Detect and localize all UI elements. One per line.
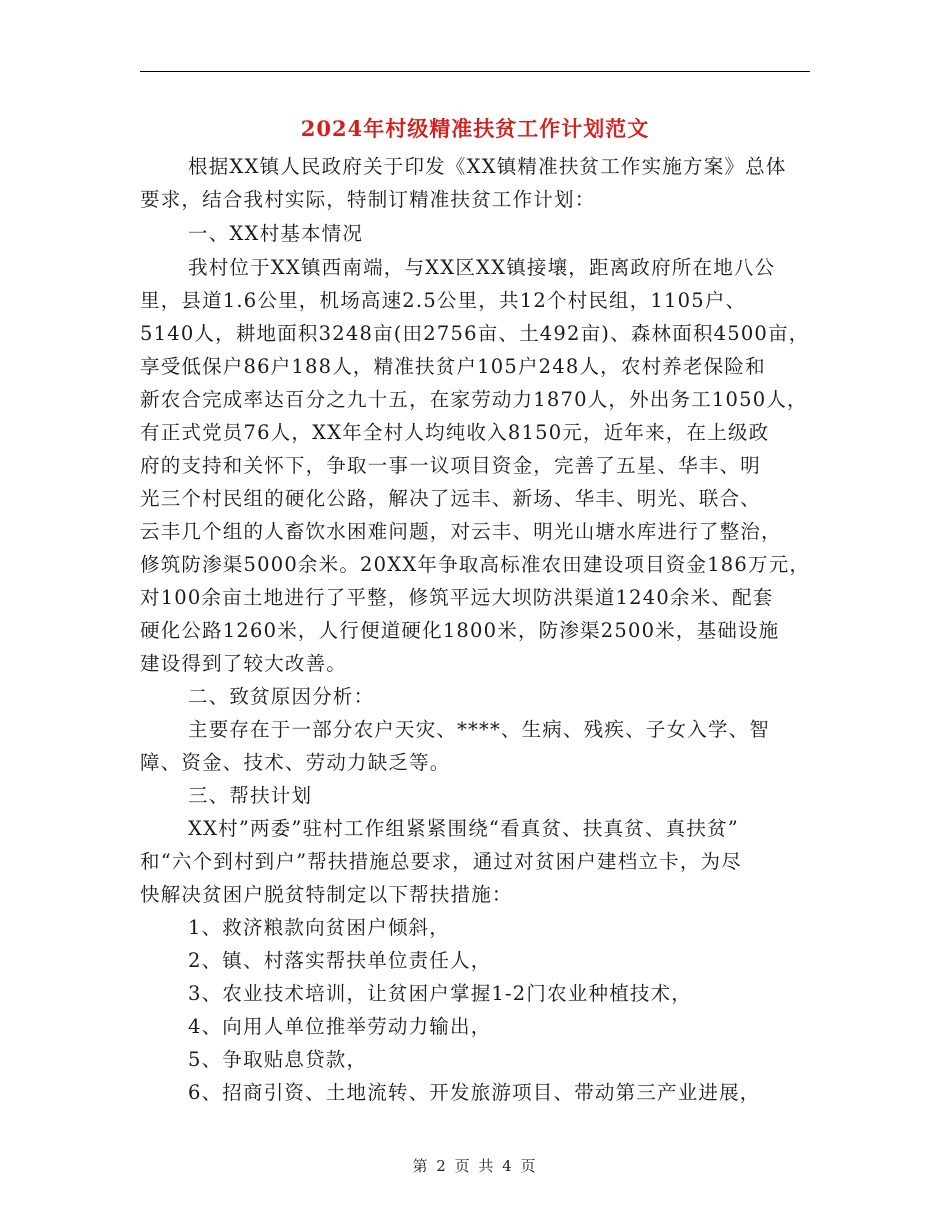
section-heading: 二、致贫原因分析： [188,685,375,708]
paragraph-line: 我村位于XX镇西南端，与XX区XX镇接壤，距离政府所在地八公 [188,256,776,279]
paragraph-line: 修筑防渗渠5000余米。20XX年争取高标准农田建设项目资金186万元， [140,553,811,576]
paragraph-line: 根据XX镇人民政府关于印发《XX镇精准扶贫工作实施方案》总体 [188,155,787,178]
document-title: 2024年村级精准扶贫工作计划范文 [300,116,650,141]
list-item: 3、农业技术培训，让贫困户掌握1-2门农业种植技术， [188,982,693,1005]
list-item: 5、争取贴息贷款， [188,1048,368,1071]
paragraph-line: 建设得到了较大改善。 [140,652,348,675]
paragraph-line: 光三个村民组的硬化公路，解决了远丰、新场、华丰、明光、联合、 [140,487,762,510]
paragraph-line: 障、资金、技术、劳动力缺乏等。 [140,751,451,774]
paragraph-line: 5140人，耕地面积3248亩(田2756亩、土492亩)、森林面积4500亩， [140,322,810,345]
paragraph-line: 府的支持和关怀下，争取一事一议项目资金，完善了五星、华丰、明 [140,454,762,477]
paragraph-line: 里，县道1.6公里，机场高速2.5公里，共12个村民组，1105户、 [140,289,747,312]
section-heading: 三、帮扶计划 [188,784,313,807]
list-item: 2、镇、村落实帮扶单位责任人， [188,949,492,972]
paragraph-line: 硬化公路1260米，人行便道硬化1800米，防渗渠2500米，基础设施 [140,619,780,642]
paragraph-line: 主要存在于一部分农户天灾、****、生病、残疾、子女入学、智 [188,718,771,741]
paragraph-line: 享受低保户86户188人，精准扶贫户105户248人，农村养老保险和 [140,355,766,378]
list-item: 6、招商引资、土地流转、开发旅游项目、带动第三产业进展， [188,1081,761,1104]
header-rule [140,71,810,72]
paragraph-line: 要求，结合我村实际，特制订精准扶贫工作计划： [140,188,596,211]
paragraph-line: 快解决贫困户脱贫特制定以下帮扶措施： [140,883,513,906]
paragraph-line: 新农合完成率达百分之九十五，在家劳动力1870人，外出务工1050人， [140,388,808,411]
paragraph-line: 有正式党员76人，XX年全村人均纯收入8150元，近年来，在上级政 [140,421,770,444]
paragraph-line: 和“六个到村到户”帮扶措施总要求，通过对贫困户建档立卡，为尽 [140,850,742,873]
list-item: 1、救济粮款向贫困户倾斜， [188,916,451,939]
paragraph-line: 云丰几个组的人畜饮水困难问题，对云丰、明光山塘水库进行了整治， [140,520,782,543]
page-footer: 第 2 页 共 4 页 [412,1157,538,1175]
list-item: 4、向用人单位推举劳动力输出， [188,1015,492,1038]
paragraph-line: 对100余亩土地进行了平整，修筑平远大坝防洪渠道1240余米、配套 [140,586,774,609]
paragraph-line: XX村”两委”驻村工作组紧紧围绕“看真贫、扶真贫、真扶贫” [188,817,739,840]
section-heading: 一、XX村基本情况 [188,222,364,245]
